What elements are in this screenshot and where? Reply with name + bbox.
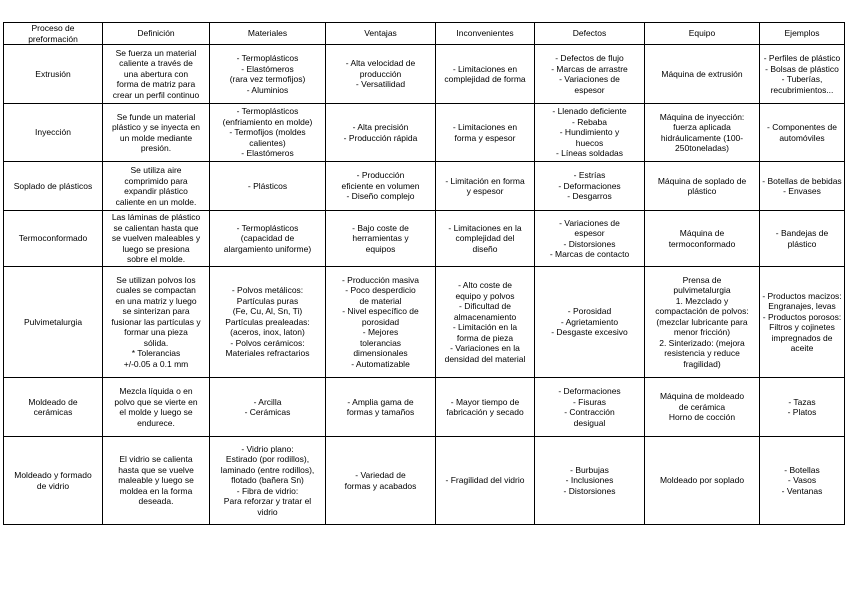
cell-line: - Termoplásticos (236, 222, 299, 233)
cell-inconvenientes (436, 267, 535, 378)
cell-line: - Líneas soldadas (555, 148, 624, 159)
cell-line: hasta que se vuelve (118, 464, 194, 475)
cell-line: dimensionales (353, 348, 408, 359)
cell-line: - Ventanas (781, 485, 823, 496)
cell-line: - Limitaciones en (452, 63, 518, 74)
cell-line: flotado (bañera Sn) (231, 475, 304, 486)
cell-line: laminado (entre rodillos), (220, 464, 315, 475)
cell-line: (Fe, Cu, Al, Sn, Ti) (232, 306, 303, 317)
cell-line: - Alta precisión (352, 122, 409, 132)
cell-line: calientes) (249, 137, 286, 148)
cell-ejemplos (760, 162, 845, 211)
cell-line: - Producción rápida (343, 132, 418, 143)
cell-line: - Nivel específico de (342, 306, 419, 317)
cell-line: Materiales refractarios (225, 348, 310, 359)
cell-line: compactación de polvos: (655, 306, 749, 317)
cell-line: - Componentes de (767, 122, 837, 132)
cell-proceso (4, 162, 103, 211)
cell-equipo (645, 162, 760, 211)
cell-line: plástico y se inyecta en (112, 122, 200, 132)
cell-line: - Mayor tiempo de (450, 396, 520, 407)
cell-line: - Fisuras (572, 396, 607, 407)
cell-line: - Poco desperdicio (345, 285, 416, 296)
cell-materiales (210, 45, 326, 104)
cell-definicion (103, 162, 210, 211)
cell-line: en una matriz y luego (115, 295, 197, 306)
cell-equipo (645, 437, 760, 525)
cell-inconvenientes (436, 45, 535, 104)
cell-line: tolerancias (359, 337, 402, 348)
cell-line: fuerza aplicada (673, 122, 731, 132)
cell-line: - Envases (783, 186, 821, 196)
cell-line: Extrusión (35, 68, 71, 79)
cell-line: - Amplia gama de (347, 396, 414, 407)
cell-line: endurece. (137, 417, 175, 428)
cell-line: hidráulicamente (100- (660, 132, 744, 143)
cell-line: +/-0.05 a 0.1 mm (123, 358, 189, 369)
cell-line: vidrio (257, 506, 278, 517)
table-row (4, 45, 845, 104)
cell-line: - Burbujas (570, 464, 609, 475)
cell-line: Se funde un material (116, 111, 196, 122)
cell-equipo (645, 45, 760, 104)
table-row (4, 378, 845, 437)
cell-ejemplos (760, 267, 845, 378)
cell-line: - Variaciones de (559, 74, 620, 84)
cell-line: de cerámica (678, 401, 726, 412)
cell-line: - Vasos (787, 475, 817, 486)
cell-line: - Limitación en forma (445, 175, 525, 186)
cell-line: crear un perfil continuo (112, 89, 200, 100)
cell-definicion (103, 437, 210, 525)
cell-line: se sinterizan para (122, 306, 190, 317)
table-row (4, 162, 845, 211)
cell-defectos (535, 378, 645, 437)
cell-line: aceite (790, 343, 814, 353)
cell-line: presión. (140, 143, 172, 153)
cell-line: Engranajes, levas (768, 301, 836, 311)
cell-line: El vidrio se calienta (119, 454, 193, 465)
process-table-container (3, 22, 844, 525)
cell-definicion (103, 45, 210, 104)
cell-line: de material (359, 295, 402, 306)
cell-line: Se utilizan polvos los (116, 274, 196, 285)
cell-line: - Productos porosos: (762, 311, 842, 322)
cell-line: Horno de cocción (668, 412, 736, 423)
cell-line: - Porosidad (567, 306, 612, 317)
cell-line: maleable y luego se (118, 475, 194, 486)
cell-line: recubrimientos... (770, 84, 834, 95)
cell-materiales (210, 162, 326, 211)
cell-line: Filtros y cojinetes (769, 322, 835, 332)
cell-line: - Botellas de bebidas (762, 175, 842, 186)
cell-line: - Alto coste de (458, 280, 512, 290)
cell-line: Máquina de (679, 228, 725, 238)
cell-line: de vidrio (36, 480, 70, 491)
cell-line: - Distorsiones (563, 238, 616, 249)
cell-definicion (103, 211, 210, 267)
cell-line: se calientan hasta que (113, 222, 199, 233)
cell-line: plástico (787, 238, 817, 249)
cell-line: - Variedad de (355, 470, 406, 480)
cell-line: - Polvos metálicos: (231, 285, 304, 296)
cell-line: - Automatizable (351, 358, 410, 369)
cell-line: Soplado de plásticos (13, 180, 93, 191)
cell-line: Máquina de moldeado (659, 391, 745, 402)
preforming-processes-table (3, 22, 845, 525)
cell-line: Moldeado de (28, 396, 78, 407)
cell-line: Máquina de extrusión (661, 68, 743, 79)
cell-line: Partículas prealeadas: (225, 316, 310, 327)
cell-line: espesor (574, 84, 605, 95)
cell-line: - Perfiles de plástico (763, 53, 841, 63)
cell-defectos (535, 267, 645, 378)
cell-line: caliente a través de (119, 58, 193, 69)
cell-line: Máquina de inyección: (659, 111, 745, 122)
cell-proceso (4, 45, 103, 104)
cell-line: - Bolsas de plástico (765, 63, 839, 74)
cell-line: Estirado (por rodillos), (225, 454, 310, 465)
cell-line: Se fuerza un material (115, 47, 197, 58)
cell-line: impregnados de (771, 332, 833, 343)
cell-proceso (4, 211, 103, 267)
header-ejemplos: Ejemplos (760, 23, 845, 45)
cell-line: y espesor (466, 186, 504, 196)
cell-line: equipos (365, 243, 396, 254)
cell-ventajas (326, 211, 436, 267)
cell-line: forma de pieza (456, 332, 514, 343)
header-row (4, 23, 845, 45)
header-proceso: Proceso de preformación (4, 23, 103, 45)
cell-line: alargamiento uniforme) (223, 243, 312, 254)
cell-ejemplos (760, 45, 845, 104)
cell-line: espesor (574, 228, 605, 238)
cell-line: producción (359, 68, 402, 79)
cell-inconvenientes (436, 437, 535, 525)
cell-inconvenientes (436, 104, 535, 162)
cell-line: el molde y luego se (119, 407, 193, 417)
cell-line: (mezclar lubricante para (656, 316, 748, 327)
cell-line: (rara vez termofijos) (229, 74, 306, 84)
cell-line: huecos (575, 137, 604, 148)
header-defectos: Defectos (535, 23, 645, 45)
cell-defectos (535, 45, 645, 104)
cell-line: - Tuberías, (781, 74, 823, 84)
cell-ventajas (326, 162, 436, 211)
cell-definicion (103, 378, 210, 437)
cell-line: - Elastómeros (241, 148, 294, 159)
cell-line: - Variaciones de (559, 217, 620, 228)
cell-line: - Fragilidad del vidrio (445, 475, 525, 486)
cell-line: - Termoplásticos (236, 53, 299, 63)
cell-line: - Rebaba (572, 116, 607, 127)
cell-definicion (103, 104, 210, 162)
cell-materiales (210, 378, 326, 437)
cell-line: pulvimetalurgia (673, 285, 731, 296)
cell-defectos (535, 162, 645, 211)
cell-line: - Marcas de contacto (549, 249, 630, 259)
header-materiales: Materiales (210, 23, 326, 45)
cell-line: almacenamiento (453, 311, 517, 322)
cell-line: polvo que se vierte en (114, 396, 198, 407)
cell-line: - Deformaciones (558, 386, 621, 396)
cell-line: - Contracción (564, 407, 615, 417)
table-row (4, 437, 845, 525)
cell-line: - Alta velocidad de (345, 58, 416, 69)
cell-materiales (210, 267, 326, 378)
cell-line: forma de matriz para (116, 79, 196, 90)
cell-line: menor fricción) (673, 327, 731, 338)
cell-equipo (645, 104, 760, 162)
cell-proceso (4, 378, 103, 437)
cell-line: Se utiliza aire (130, 165, 182, 175)
cell-line: formar una pieza (124, 327, 188, 338)
cell-line: - Llenado deficiente (552, 106, 627, 117)
cell-line: - Estrías (573, 170, 606, 181)
cell-line: Mezcla líquida o en (119, 386, 193, 396)
cell-line: Prensa de (682, 274, 722, 285)
cell-line: densidad del material (444, 353, 526, 364)
cell-line: - Arcilla (253, 396, 282, 407)
cell-line: Pulvimetalurgia (23, 316, 83, 327)
cell-line: deseada. (138, 496, 174, 507)
cell-definicion (103, 267, 210, 378)
cell-ejemplos (760, 437, 845, 525)
cell-line: un molde mediante (119, 132, 193, 143)
cell-inconvenientes (436, 162, 535, 211)
cell-line: formas y tamaños (346, 407, 415, 417)
cell-line: diseño (472, 243, 498, 254)
cell-materiales (210, 104, 326, 162)
cell-line: Para reforzar y tratar el (223, 496, 312, 507)
cell-line: Inyección (35, 127, 71, 138)
cell-line: equipo y polvos (455, 290, 515, 301)
cell-line: cuales se compactan (116, 285, 196, 296)
cell-line: - Inclusiones (565, 475, 614, 486)
cell-line: eficiente en volumen (341, 180, 420, 191)
cell-line: expandir plástico (124, 186, 188, 196)
cell-proceso (4, 104, 103, 162)
cell-ventajas (326, 267, 436, 378)
cell-equipo (645, 211, 760, 267)
cell-line: - Platos (787, 407, 817, 417)
cell-inconvenientes (436, 378, 535, 437)
table-body (4, 45, 845, 525)
cell-ejemplos (760, 378, 845, 437)
cell-line: - Limitación en la (452, 322, 518, 332)
cell-line: se vuelven maleables y (111, 233, 201, 244)
cell-line: - Elastómeros (241, 63, 294, 74)
cell-line: - Bajo coste de (352, 222, 409, 233)
cell-line: - Desgarros (567, 191, 612, 202)
cell-line: Las láminas de plástico (111, 212, 201, 223)
table-row (4, 104, 845, 162)
cell-line: forma y espesor (454, 132, 516, 143)
cell-line: - Botellas (784, 464, 820, 475)
cell-line: (aceros, inox, laton) (230, 327, 305, 338)
cell-line: - Limitaciones en la (448, 222, 522, 233)
cell-line: termoconformado (668, 238, 736, 249)
cell-line: (capacidad de (240, 233, 295, 244)
cell-ventajas (326, 45, 436, 104)
cell-line: Moldeado y formado (14, 470, 92, 480)
cell-line: - Diseño complejo (346, 191, 415, 202)
cell-line: herramientas y (352, 233, 409, 244)
cell-line: - Hundimiento y (559, 127, 620, 138)
cell-line: desigual (573, 417, 606, 428)
cell-line: 250toneladas) (675, 143, 729, 153)
cell-line: - Limitaciones en (452, 122, 518, 132)
cell-line: luego se presiona (122, 243, 190, 254)
cell-line: - Deformaciones (558, 180, 621, 191)
table-row (4, 211, 845, 267)
header-equipo: Equipo (645, 23, 760, 45)
cell-materiales (210, 437, 326, 525)
cell-line: Termoconformado (18, 233, 88, 244)
cell-line: complejidad de forma (444, 74, 526, 84)
cell-defectos (535, 437, 645, 525)
cell-line: - Variaciones en la (450, 343, 520, 353)
cell-line: (enfriamiento en molde) (222, 116, 313, 127)
cell-line: cerámicas (33, 407, 73, 417)
cell-line: porosidad (361, 316, 400, 327)
cell-line: - Plásticos (247, 180, 288, 191)
cell-line: - Polvos cerámicos: (230, 337, 305, 348)
cell-line: Partículas puras (236, 295, 299, 306)
cell-line: - Desgaste excesivo (551, 327, 628, 338)
cell-line: - Marcas de arrastre (551, 63, 628, 74)
cell-line: caliente en un molde. (115, 196, 197, 207)
cell-line: Máquina de soplado de (657, 175, 747, 186)
cell-line: 2. Sinterizado: (mejora (659, 337, 745, 348)
cell-line: complejidad del (455, 233, 515, 244)
cell-defectos (535, 104, 645, 162)
cell-line: - Bandejas de (775, 228, 829, 238)
cell-line: - Vidrio plano: (241, 443, 294, 454)
cell-line: - Cerámicas (244, 407, 291, 417)
cell-line: - Termofijos (moldes (229, 127, 306, 138)
cell-line: automóviles (779, 132, 825, 143)
header-inconvenientes: Inconvenientes (436, 23, 535, 45)
cell-line: una abertura con (123, 68, 189, 79)
header-ventajas: Ventajas (326, 23, 436, 45)
cell-line: sólida. (143, 337, 169, 348)
cell-equipo (645, 267, 760, 378)
cell-line: * Tolerancias (131, 348, 181, 359)
cell-line: - Mejores (362, 327, 399, 338)
cell-ejemplos (760, 211, 845, 267)
cell-line: - Termoplásticos (236, 106, 299, 117)
cell-line: fusionar las partículas y (111, 316, 201, 327)
cell-line: - Productos macizos: (762, 290, 842, 301)
cell-line: - Agrietamiento (560, 316, 619, 327)
cell-line: fabricación y secado (446, 407, 524, 417)
cell-line: moldea en la forma (119, 485, 193, 496)
table-row (4, 267, 845, 378)
cell-ventajas (326, 437, 436, 525)
cell-line: - Defectos de flujo (555, 53, 624, 63)
cell-ventajas (326, 378, 436, 437)
cell-equipo (645, 378, 760, 437)
cell-line: Moldeado por soplado (659, 475, 745, 486)
header-definicion: Definición (103, 23, 210, 45)
cell-line: sobre el molde. (126, 254, 186, 265)
cell-line: 1. Mezclado y (675, 295, 729, 306)
cell-proceso (4, 267, 103, 378)
cell-ventajas (326, 104, 436, 162)
cell-line: - Distorsiones (563, 485, 616, 496)
cell-defectos (535, 211, 645, 267)
cell-line: - Producción masiva (341, 274, 419, 285)
cell-ejemplos (760, 104, 845, 162)
cell-line: - Aluminios (246, 84, 289, 95)
cell-line: - Producción (356, 170, 405, 181)
cell-materiales (210, 211, 326, 267)
cell-line: fragilidad) (683, 358, 721, 369)
cell-line: resistencia y reduce (664, 348, 740, 359)
cell-line: - Versatilidad (355, 79, 406, 90)
cell-inconvenientes (436, 211, 535, 267)
cell-line: - Fibra de vidrio: (236, 485, 299, 496)
cell-proceso (4, 437, 103, 525)
cell-line: - Dificultad de (459, 301, 511, 311)
cell-line: plástico (687, 186, 717, 196)
cell-line: formas y acabados (344, 480, 417, 491)
cell-line: - Tazas (788, 396, 816, 407)
cell-line: comprimido para (124, 175, 188, 186)
